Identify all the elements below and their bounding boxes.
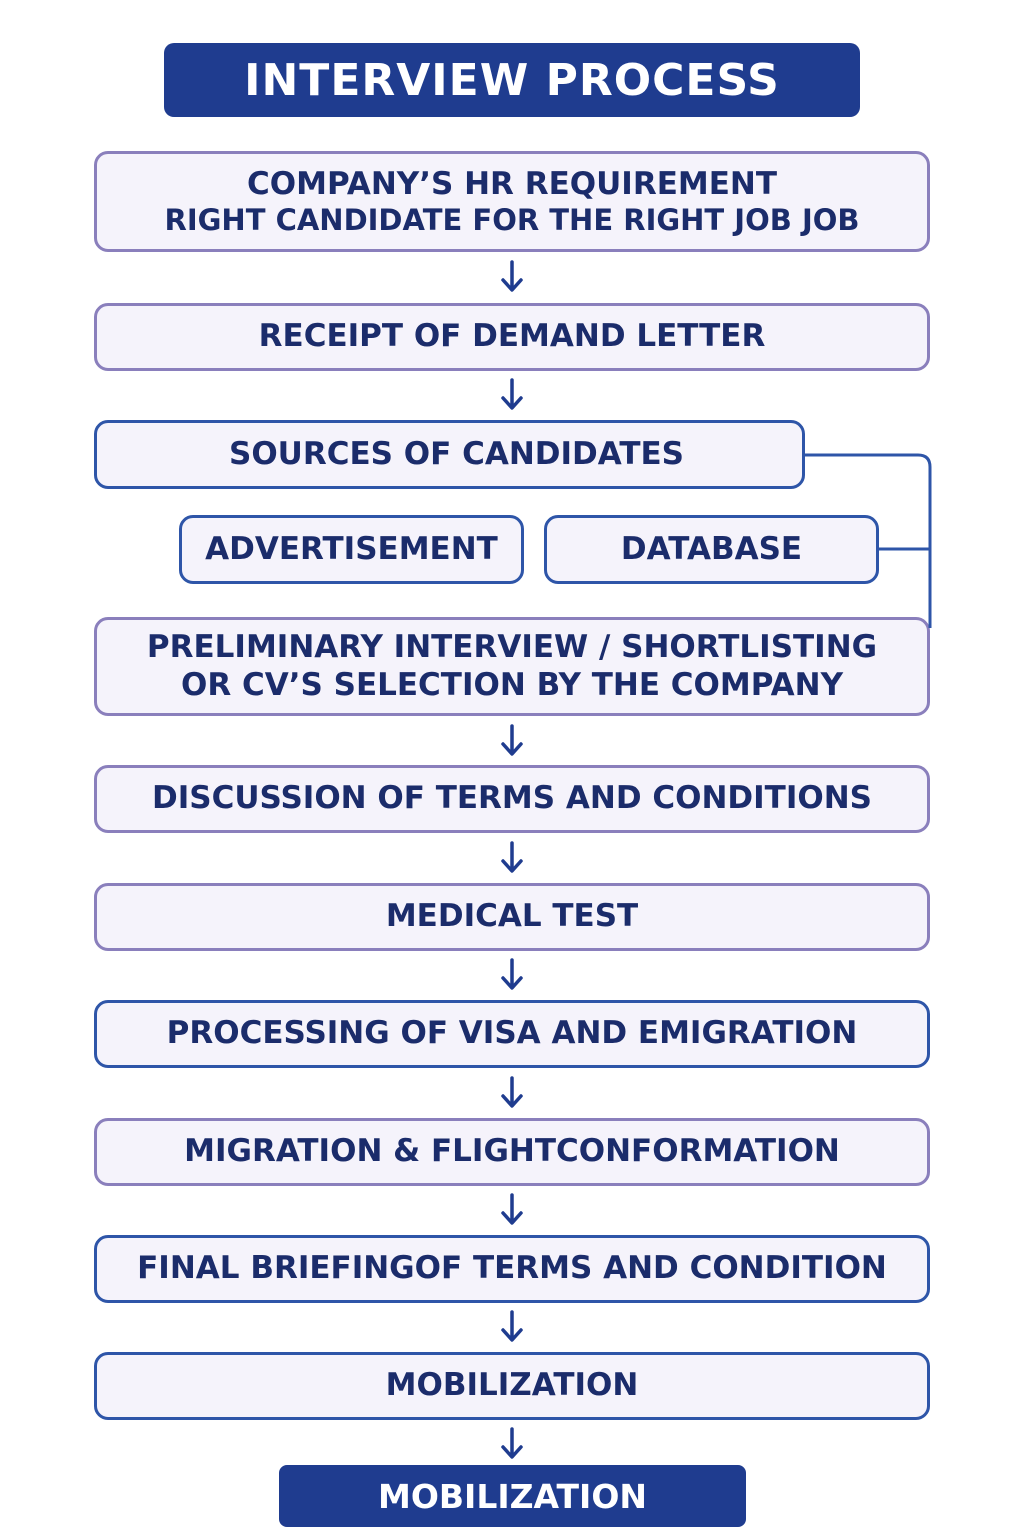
step-hr-requirement-line1: COMPANY’S HR REQUIREMENT (247, 165, 777, 202)
step-preliminary-line2: OR CV’S SELECTION BY THE COMPANY (180, 666, 844, 703)
arrow-down-icon (500, 260, 524, 294)
arrow-down-icon (500, 1076, 524, 1110)
source-database-label: DATABASE (620, 530, 803, 567)
step-hr-requirement-line2: RIGHT CANDIDATE FOR THE RIGHT JOB JOB (164, 202, 860, 237)
step-demand-letter-label: RECEIPT OF DEMAND LETTER (258, 318, 766, 355)
arrow-down-icon (500, 1193, 524, 1227)
step-medical-label: MEDICAL TEST (385, 898, 639, 935)
step-preliminary-line1: PRELIMINARY INTERVIEW / SHORTLISTING (146, 629, 878, 666)
arrow-down-icon (500, 1427, 524, 1461)
step-briefing-label: FINAL BRIEFINGOF TERMS AND CONDITION (137, 1250, 887, 1287)
arrow-down-icon (500, 841, 524, 875)
step-mobilization-label: MOBILIZATION (385, 1367, 639, 1404)
step-migration-label: MIGRATION & FLIGHTCONFORMATION (184, 1133, 840, 1170)
page-title: INTERVIEW PROCESS (164, 43, 860, 117)
step-visa-label: PROCESSING OF VISA AND EMIGRATION (166, 1015, 858, 1052)
step-discussion-label: DISCUSSION OF TERMS AND CONDITIONS (152, 780, 872, 817)
step-sources-label: SOURCES OF CANDIDATES (229, 435, 685, 472)
arrow-down-icon (500, 378, 524, 412)
final-mobilization-bar: MOBILIZATION (279, 1465, 746, 1527)
arrow-down-icon (500, 1310, 524, 1344)
source-advertisement-label: ADVERTISEMENT (205, 530, 498, 567)
arrow-down-icon (500, 958, 524, 992)
arrow-down-icon (500, 724, 524, 758)
